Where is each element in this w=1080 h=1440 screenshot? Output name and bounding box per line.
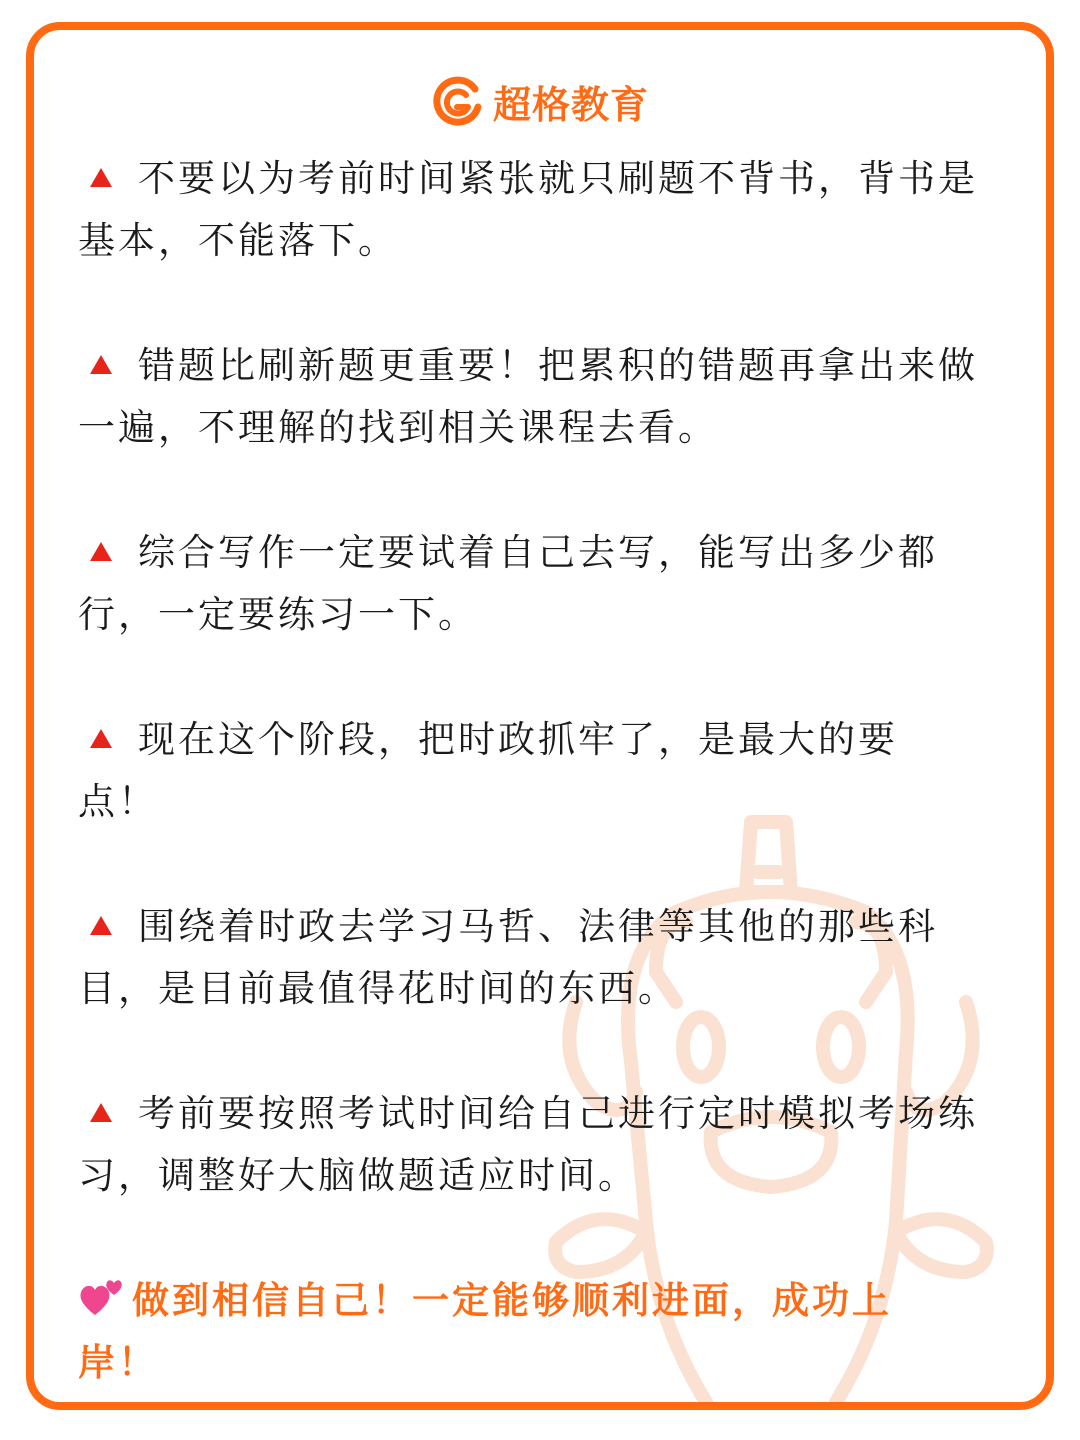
tip-item [78,1083,998,1207]
tip-text: 不要以为考前时间紧张就只刷题不背书，背书是基本，不能落下。 [78,157,978,262]
red-triangle-icon [90,729,112,748]
tip-text: 错题比刷新题更重要！把累积的错题再拿出来做一遍，不理解的找到相关课程去看。 [78,344,978,449]
tip-item [78,522,998,646]
brand-g-logo-icon [431,75,485,129]
brand-logo [34,74,1046,129]
tips-list [78,148,998,1394]
tip-text: 现在这个阶段，把时政抓牢了，是最大的要点！ [78,718,898,823]
tip-item [78,148,998,272]
content-card [26,22,1054,1410]
tip-text: 围绕着时政去学习马哲、法律等其他的那些科目，是目前最值得花时间的东西。 [78,905,938,1010]
red-triangle-icon [90,355,112,374]
tip-item [78,335,998,459]
red-triangle-icon [90,1103,112,1122]
two-hearts-icon [78,1275,126,1319]
red-triangle-icon [90,542,112,561]
closing-text: 做到相信自己！一定能够顺利进面，成功上岸！ [78,1279,892,1384]
tip-text: 综合写作一定要试着自己去写，能写出多少都行，一定要练习一下。 [78,531,938,636]
red-triangle-icon [90,916,112,935]
tip-text: 考前要按照考试时间给自己进行定时模拟考场练习，调整好大脑做题适应时间。 [78,1092,978,1197]
brand-name: 超格教育 [492,83,649,127]
closing-message [78,1270,958,1394]
tip-item [78,896,998,1020]
tip-item [78,709,958,833]
red-triangle-icon [90,168,112,187]
